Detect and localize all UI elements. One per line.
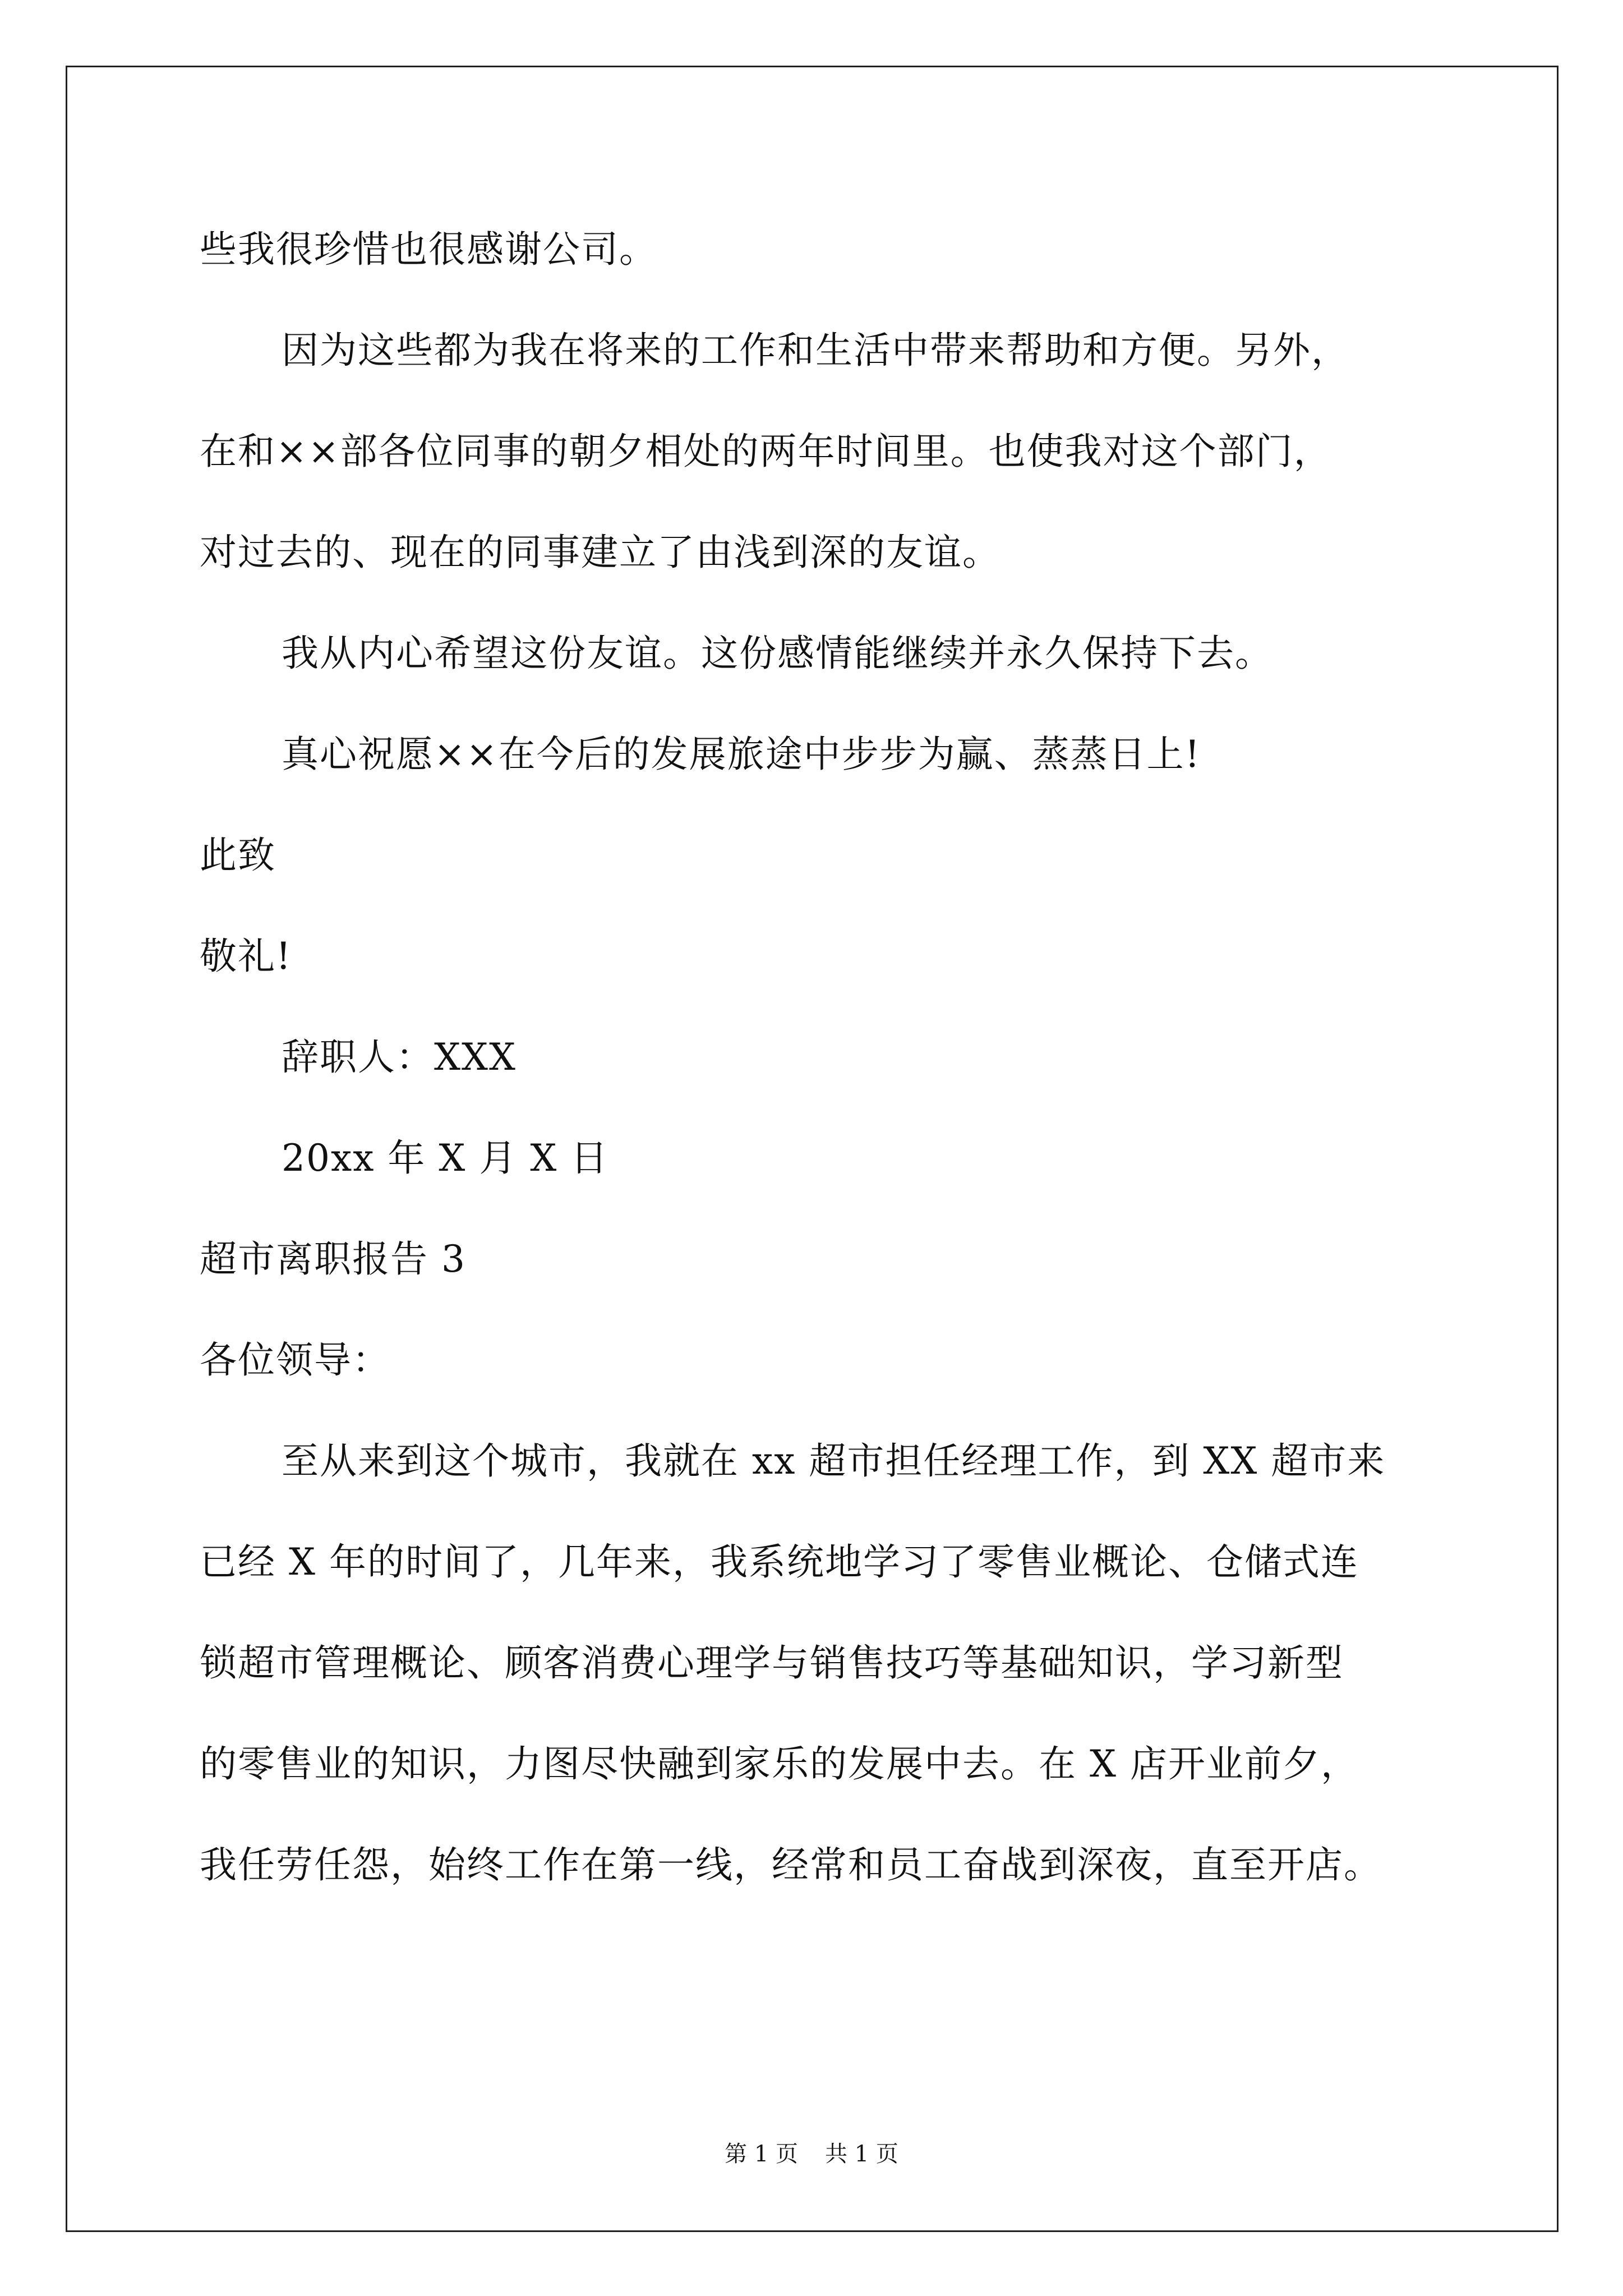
text-line: 在和××部各位同事的朝夕相处的两年时间里。也使我对这个部门， — [200, 430, 1332, 473]
signature-line: 辞职人：XXX — [282, 1036, 517, 1079]
page-footer — [0, 2140, 1623, 2168]
text-line: 锁超市管理概论、顾客消费心理学与销售技巧等基础知识，学习新型 — [200, 1641, 1344, 1685]
page-number: 第 1 页 — [725, 2141, 798, 2167]
text-line: 我任劳任怨，始终工作在第一线，经常和员工奋战到深夜，直至开店。 — [200, 1843, 1382, 1887]
text-line: 对过去的、现在的同事建立了由浅到深的友谊。 — [200, 531, 1000, 574]
text-line: 真心祝愿××在今后的发展旅途中步步为赢、蒸蒸日上! — [282, 733, 1201, 776]
greeting-line: 各位领导： — [200, 1338, 390, 1382]
text-line: 些我很珍惜也很感谢公司。 — [200, 228, 657, 271]
text-line: 我从内心希望这份友谊。这份感情能继续并永久保持下去。 — [282, 632, 1273, 675]
page-total: 共 1 页 — [825, 2141, 898, 2167]
text-line: 的零售业的知识，力图尽快融到家乐的发展中去。在 X 店开业前夕， — [200, 1742, 1359, 1786]
section-title: 超市离职报告 3 — [200, 1237, 466, 1281]
text-line: 因为这些都为我在将来的工作和生活中带来帮助和方便。另外， — [282, 329, 1349, 372]
closing-regards: 敬礼! — [200, 935, 292, 978]
closing-salutation: 此致 — [200, 834, 276, 877]
text-line: 至从来到这个城市，我就在 xx 超市担任经理工作，到 XX 超市来 — [282, 1439, 1386, 1483]
text-line: 已经 X 年的时间了，几年来，我系统地学习了零售业概论、仓储式连 — [200, 1540, 1359, 1584]
date-line: 20xx 年 X 月 X 日 — [282, 1137, 609, 1180]
